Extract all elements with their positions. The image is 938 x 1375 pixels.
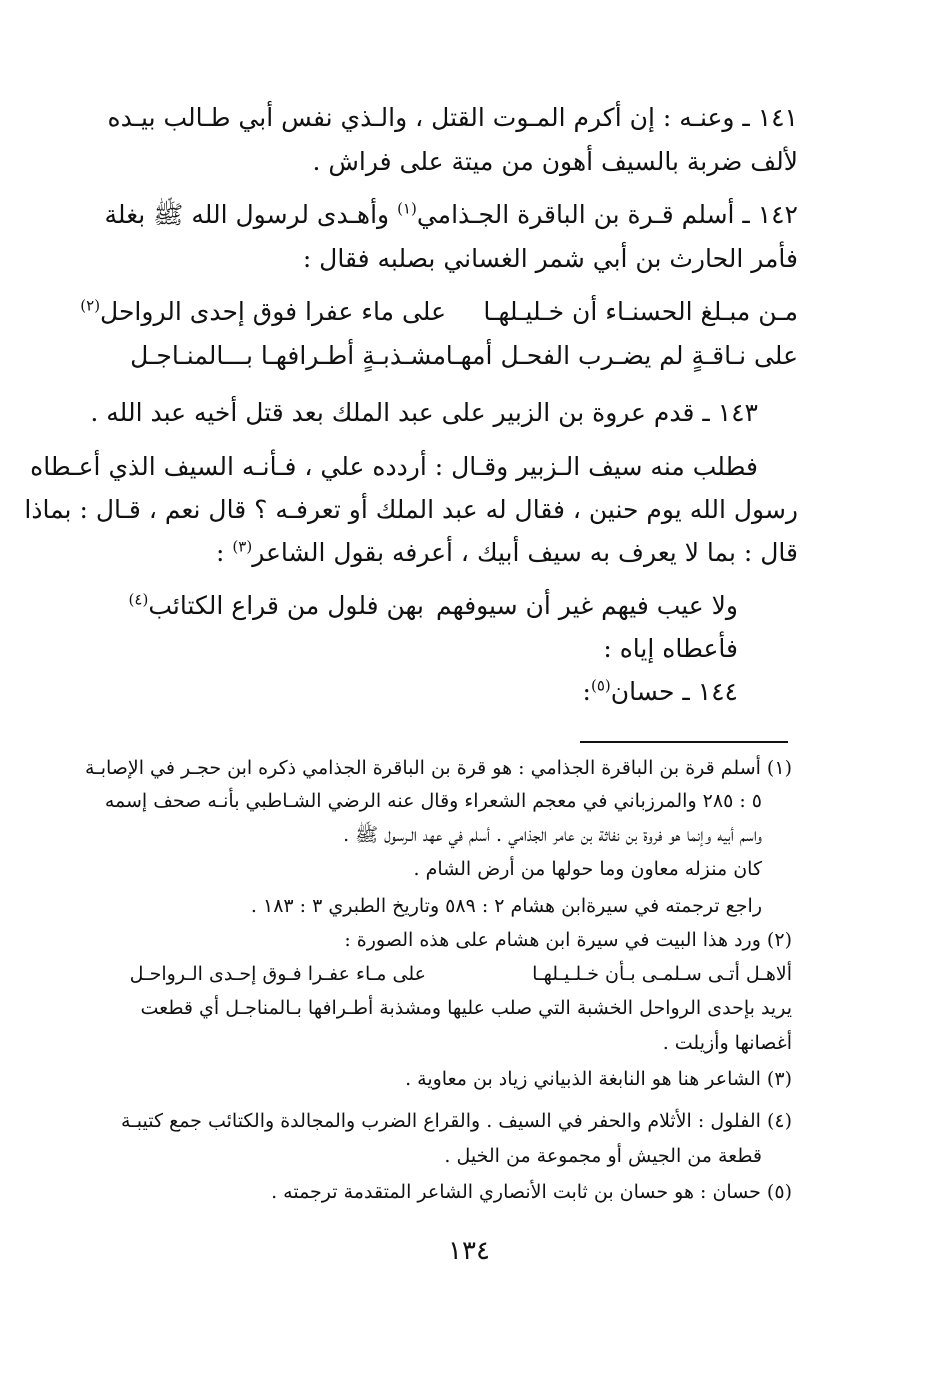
footnote-4-line-2: قطعة من الجيش أو مجموعة من الخيل . xyxy=(444,1145,762,1167)
verse-3-second-hemistich xyxy=(129,590,424,622)
paragraph-142-text-a: ١٤٢ ـ أسلم قـرة بن الباقرة الجـذامي xyxy=(416,200,798,229)
footnote-1-line-2: ٥ : ٢٨٥ والمرزباني في معجم الشعراء وقال عنه الرضي الشـاطبي بأنـه صحف إسمه xyxy=(104,790,762,812)
footnote-separator xyxy=(580,741,788,743)
footnote-2-verse-first: ألاهـل أتـى سـلمـى بـأن خـلـيـلهـا xyxy=(532,963,792,985)
footnote-ref-3[interactable]: (٣) xyxy=(232,537,253,556)
verse-3-first-hemistich: ولا عيب فيهم غير أن سيوفهم xyxy=(436,591,738,620)
footnote-ref-5[interactable]: (٥) xyxy=(590,676,611,695)
footnote-2-intro: (٢) ورد هذا البيت في سيرة ابن هشام على هذه الصورة : xyxy=(344,929,792,951)
colon: : xyxy=(216,538,233,567)
paragraph-142-line-2: فأمر الحارث بن أبي شمر الغساني بصلبه فقال : xyxy=(302,244,798,273)
paragraph-143-heading: ١٤٣ ـ قدم عروة بن الزبير على عبد الملك بعد قتل أخيه عبد الله . xyxy=(90,398,758,427)
footnote-1-line-1: (١) أسلم قرة بن الباقرة الجذامي : هو قرة بن الباقرة الجذامي ذكره ابن حجـر في الإصابـة xyxy=(84,757,792,779)
paragraph-141-line-2: لألف ضربة بالسيف أهون من ميتة على فراش . xyxy=(312,147,798,176)
footnote-1-line-3: واسم أبيه وإنما هو فروة بن نفاثة بن عامر الجذامي . أسلم في عهد الـرسول ﷺ . xyxy=(343,824,762,846)
footnote-2-line-2: أغصانها وأزيلت . xyxy=(662,1032,792,1054)
footnote-ref-4[interactable]: (٤) xyxy=(128,590,149,609)
footnote-2-line-1: يريد بإحدى الرواحل الخشبة التي صلب عليها ومشذبة أطـرافها بـالمناجـل أي قطعت xyxy=(140,997,792,1019)
paragraph-143-line-2: رسول الله يوم حنين ، فقال له عبد الملك أو تعرفـه ؟ قال نعم ، قـال : بماذا xyxy=(24,495,798,524)
paragraph-144 xyxy=(583,676,738,708)
verse-2-first-hemistich: على نـاقـةٍ لم يضـرب الفحـل أمهـا xyxy=(445,341,798,370)
footnote-1-line-4: كان منزله معاون وما حولها من أرض الشام . xyxy=(413,858,762,880)
paragraph-142-line-1 xyxy=(105,199,798,231)
footnote-ref-2[interactable]: (٢) xyxy=(80,296,101,315)
footnote-5: (٥) حسان : هو حسان بن ثابت الأنصاري الشاعر المتقدمة ترجمته . xyxy=(271,1181,792,1203)
paragraph-144-text: ١٤٤ ـ حسان xyxy=(610,677,738,706)
paragraph-142-text-b: وأهـدى لرسول الله ﷺ بغلة xyxy=(104,200,398,229)
verse-3-second-text: بهن فلول من قراع الكتائب xyxy=(148,591,424,620)
paragraph-143-line-3-text: قال : بما لا يعرف به سيف أبيك ، أعرفه بقول الشاعر xyxy=(252,538,798,567)
footnote-3: (٣) الشاعر هنا هو النابغة الذبياني زياد بن معاوية . xyxy=(405,1068,792,1090)
gave-line: فأعطاه إياه : xyxy=(603,634,738,663)
verse-1-second-text: على ماء عفرا فوق إحدى الرواحل xyxy=(100,297,446,326)
footnote-1-line-5: راجع ترجمته في سيرةابن هشام ٢ : ٥٨٩ وتاريخ الطبري ٣ : ١٨٣ . xyxy=(250,895,762,917)
verse-1-second-hemistich xyxy=(80,296,446,328)
paragraph-143-line-1: فطلب منه سيف الـزبير وقـال : أردده علي ، فـأنـه السيف الذي أعـطاه xyxy=(30,452,758,481)
footnote-2-verse-second: على مـاء عفـرا فـوق إحـدى الـرواحـل xyxy=(129,963,426,985)
page-number: ١٣٤ xyxy=(448,1236,490,1266)
verse-2-second-hemistich: مشـذبـةٍ أطـرافهـا بـــالمنـاجـل xyxy=(130,341,446,370)
paragraph-143-line-3 xyxy=(216,537,798,569)
footnote-ref-1[interactable]: (١) xyxy=(397,199,417,218)
footnote-4-line-1: (٤) الفلول : الأثلام والحفر في السيف . والقراع الضرب والمجالدة والكتائب جمع كتيبـة xyxy=(121,1110,792,1132)
colon: : xyxy=(582,677,591,706)
verse-1-first-hemistich: مـن مبـلغ الحسنـاء أن خـليـلهـا xyxy=(483,297,798,326)
paragraph-141-line-1: ١٤١ ـ وعنـه : إن أكرم المـوت القتل ، والـذي نفس أبي طـالب بيـده xyxy=(107,103,798,132)
